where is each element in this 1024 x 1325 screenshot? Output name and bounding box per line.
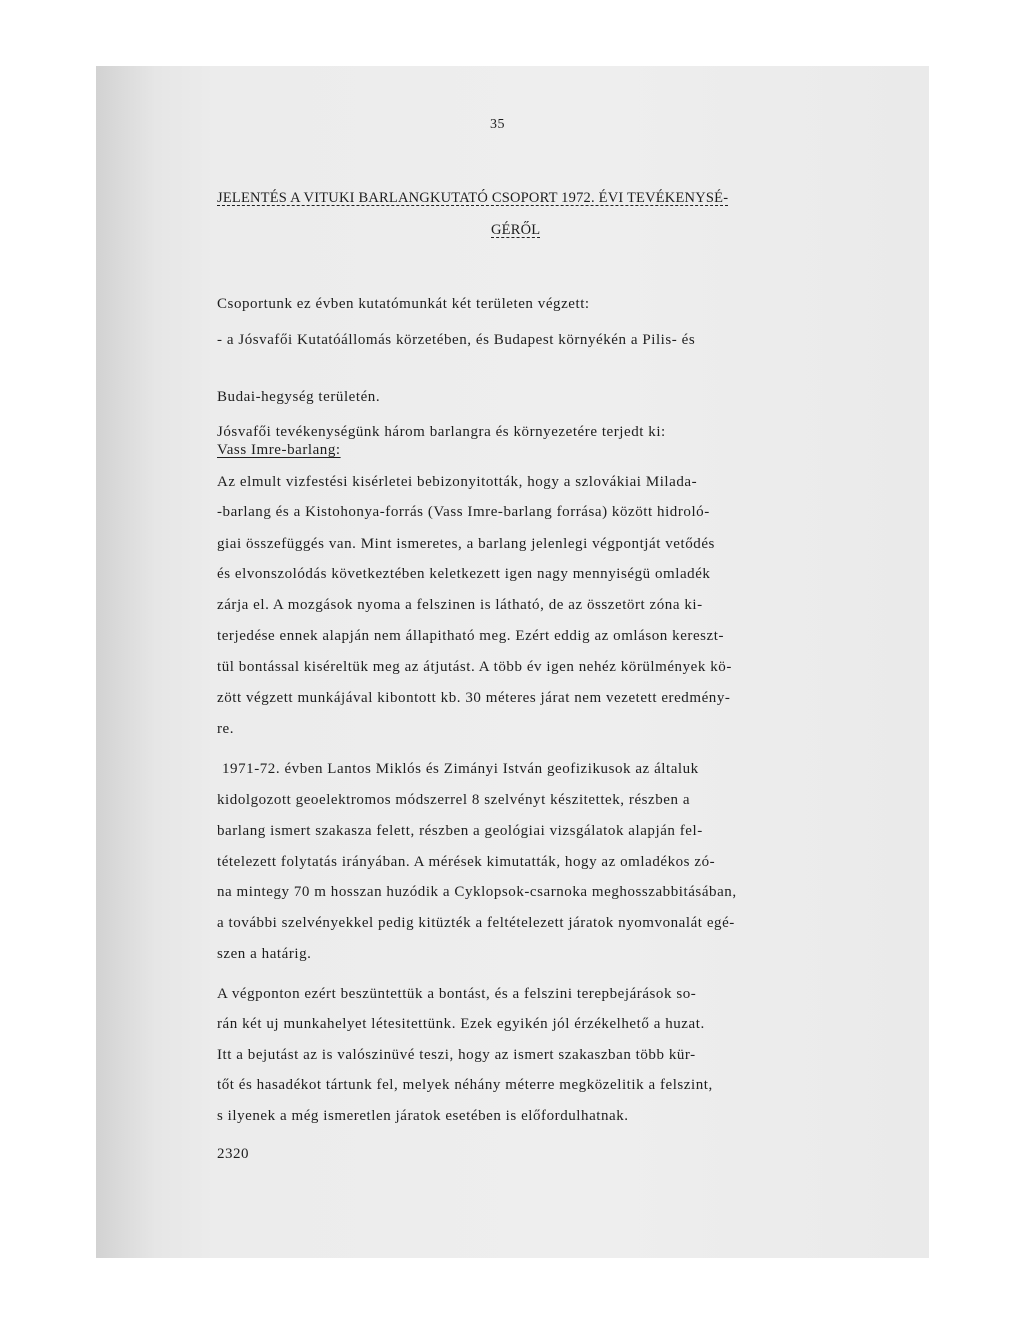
paragraph2-line-1: 1971-72. évben Lantos Miklós és Zimányi István geofizikusok az általuk: [222, 761, 699, 777]
paragraph2-line-4: tételezett folytatás irányában. A mérések kimutatták, hogy az omladékos zó-: [217, 854, 716, 870]
report-title-text-2: GÉRŐL: [491, 222, 541, 238]
paragraph1-line-9: re.: [217, 721, 235, 737]
paragraph3-line-4: tőt és hasadékot tártunk fel, melyek néhány méterre megközelitik a felszint,: [217, 1077, 713, 1093]
paragraph2-line-5: na mintegy 70 m hosszan huzódik a Cyklopsok-csarnoka meghosszabbitásában,: [217, 884, 737, 900]
paragraph3-line-2: rán két uj munkahelyet létesitettünk. Ezek egyikén jól érzékelhető a huzat.: [217, 1016, 705, 1032]
paragraph3-line-1: A végponton ezért beszüntettük a bontást, és a felszini terepbejárások so-: [217, 986, 697, 1002]
paragraph1-line-8: zött végzett munkájával kibontott kb. 30 méteres járat nem vezetett eredmény-: [217, 690, 731, 706]
paragraph1-line-2: -barlang és a Kistohonya-forrás (Vass Imre-barlang forrása) között hidroló-: [217, 504, 710, 520]
paragraph3-line-5: s ilyenek a még ismeretlen járatok esetében is előfordulhatnak.: [217, 1108, 629, 1124]
paragraph1-line-3: giai összefüggés van. Mint ismeretes, a barlang jelenlegi végpontját vetődés: [217, 536, 715, 552]
page-number: 35: [490, 117, 505, 132]
section-heading: [217, 441, 341, 459]
section-heading-text: Vass Imre-barlang:: [217, 442, 341, 458]
paragraph3-line-3: Itt a bejutást az is valószinüvé teszi, hogy az ismert szakaszban több kür-: [217, 1047, 696, 1063]
paragraph1-line-4: és elvonszolódás következtében keletkezett igen nagy mennyiségü omladék: [217, 566, 711, 582]
paragraph2-line-3: barlang ismert szakasza felett, részben a geológiai vizsgálatok alapján fel-: [217, 823, 703, 839]
paragraph2-line-6: a további szelvényekkel pedig kitüzték a feltételezett járatok nyomvonalát egé-: [217, 915, 735, 931]
paragraph1-line-7: tül bontással kiséreltük meg az átjutást. A több év igen nehéz körülmények kö-: [217, 659, 732, 675]
intro-line-2: - a Jósvafői Kutatóállomás körzetében, és Budapest környékén a Pilis- és: [217, 332, 696, 348]
paragraph1-line-6: terjedése ennek alapján nem állapitható meg. Ezért eddig az omláson kereszt-: [217, 628, 725, 644]
report-title-line-1: [217, 189, 728, 207]
intro-line-3: Budai-hegység területén.: [217, 389, 381, 405]
document-code: 2320: [217, 1146, 249, 1162]
paragraph2-line-2: kidolgozott geoelektromos módszerrel 8 szelvényt készitettek, részben a: [217, 792, 691, 808]
paragraph1-line-5: zárja el. A mozgások nyoma a felszinen is látható, de az összetört zóna ki-: [217, 597, 703, 613]
lead-sentence: Jósvafői tevékenységünk három barlangra és környezetére terjedt ki:: [217, 424, 666, 440]
intro-line-1: Csoportunk ez évben kutatómunkát két területen végzett:: [217, 296, 590, 312]
report-title-text-1: JELENTÉS A VITUKI BARLANGKUTATÓ CSOPORT 1972. ÉVI TEVÉKENYSÉ-: [217, 190, 729, 206]
paragraph2-line-7: szen a határig.: [217, 946, 312, 962]
report-title-line-2: [491, 221, 540, 239]
paragraph1-line-1: Az elmult vizfestési kisérletei bebizonyitották, hogy a szlovákiai Milada-: [217, 474, 698, 490]
